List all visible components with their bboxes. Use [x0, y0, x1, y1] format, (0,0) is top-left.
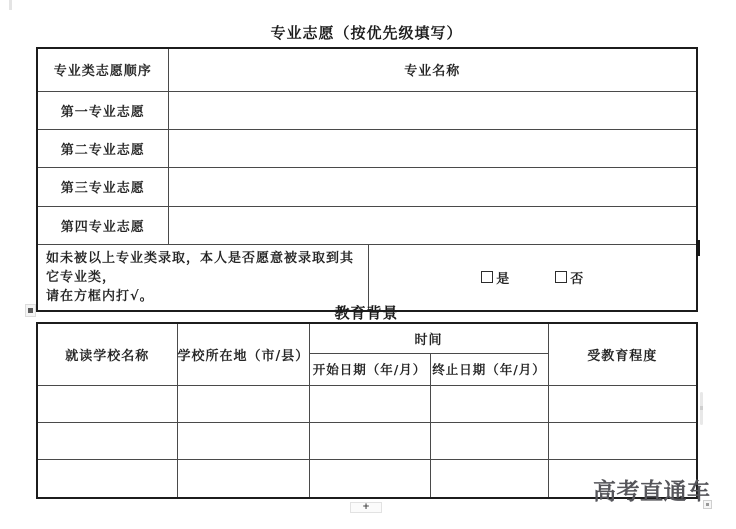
watermark-text: 高考直通车: [593, 479, 711, 505]
education-background-title: 教育背景: [334, 304, 399, 322]
table-row: [37, 385, 697, 422]
table-row: [37, 167, 697, 206]
preference-4-label: 第四专业志愿: [37, 206, 168, 244]
table-row: [37, 422, 697, 459]
education-row1-start-cell[interactable]: [309, 385, 430, 422]
education-row2-end-cell[interactable]: [430, 422, 548, 459]
education-row1-end-cell[interactable]: [430, 385, 548, 422]
preference-3-input-cell[interactable]: [168, 167, 697, 206]
preference-4-input-cell[interactable]: [168, 206, 697, 244]
scrollbar-sliver: [9, 0, 12, 10]
fallback-consent-options-cell: [368, 244, 697, 311]
preference-order-header: 专业类志愿顺序: [37, 48, 168, 91]
school-location-header: 学校所在地（市/县）: [177, 323, 309, 385]
preference-3-label: 第三专业志愿: [37, 167, 168, 206]
table-row: [37, 129, 697, 167]
table-row: [37, 244, 697, 311]
fallback-consent-line1: 如未被以上专业类录取，本人是否愿意被录取到其它专业类，: [46, 250, 355, 285]
education-row2-location-cell[interactable]: [177, 422, 309, 459]
preference-2-label: 第二专业志愿: [37, 129, 168, 167]
no-option[interactable]: [555, 268, 583, 287]
no-checkbox[interactable]: [555, 271, 567, 283]
plus-icon: +: [362, 502, 370, 512]
side-scroll-handle[interactable]: [700, 392, 703, 425]
yes-label: 是: [496, 271, 510, 287]
fallback-consent-text: [37, 244, 368, 311]
yes-option[interactable]: [481, 268, 509, 287]
no-label: 否: [570, 271, 584, 287]
education-row1-school-cell[interactable]: [37, 385, 177, 422]
start-date-header: 开始日期（年/月）: [309, 353, 430, 385]
table-row: [37, 323, 697, 353]
education-row3-start-cell[interactable]: [309, 459, 430, 498]
major-preference-table: [36, 47, 698, 312]
preference-1-input-cell[interactable]: [168, 91, 697, 129]
preference-2-input-cell[interactable]: [168, 129, 697, 167]
side-handle-dot-icon: [700, 406, 703, 410]
education-row1-location-cell[interactable]: [177, 385, 309, 422]
yes-checkbox[interactable]: [481, 271, 493, 283]
education-row2-start-cell[interactable]: [309, 422, 430, 459]
education-row3-school-cell[interactable]: [37, 459, 177, 498]
table-row: [37, 206, 697, 244]
education-row2-school-cell[interactable]: [37, 422, 177, 459]
education-row1-level-cell[interactable]: [548, 385, 697, 422]
cell-selection-tick: [696, 240, 700, 256]
preference-1-label: 第一专业志愿: [37, 91, 168, 129]
end-date-header: 终止日期（年/月）: [430, 353, 548, 385]
education-row3-location-cell[interactable]: [177, 459, 309, 498]
major-preference-title: 专业志愿（按优先级填写）: [270, 24, 463, 42]
major-name-header: 专业名称: [168, 48, 697, 91]
table-row: [37, 91, 697, 129]
education-row2-level-cell[interactable]: [548, 422, 697, 459]
education-level-header: 受教育程度: [548, 323, 697, 385]
education-row3-end-cell[interactable]: [430, 459, 548, 498]
table-move-handle-icon[interactable]: [25, 304, 36, 317]
time-header: 时间: [309, 323, 548, 353]
table-row: [37, 48, 697, 91]
insert-marker[interactable]: [350, 502, 382, 513]
school-name-header: 就读学校名称: [37, 323, 177, 385]
move-handle-dot-icon: [28, 308, 33, 313]
fallback-consent-line2: 请在方框内打√。: [46, 288, 154, 304]
